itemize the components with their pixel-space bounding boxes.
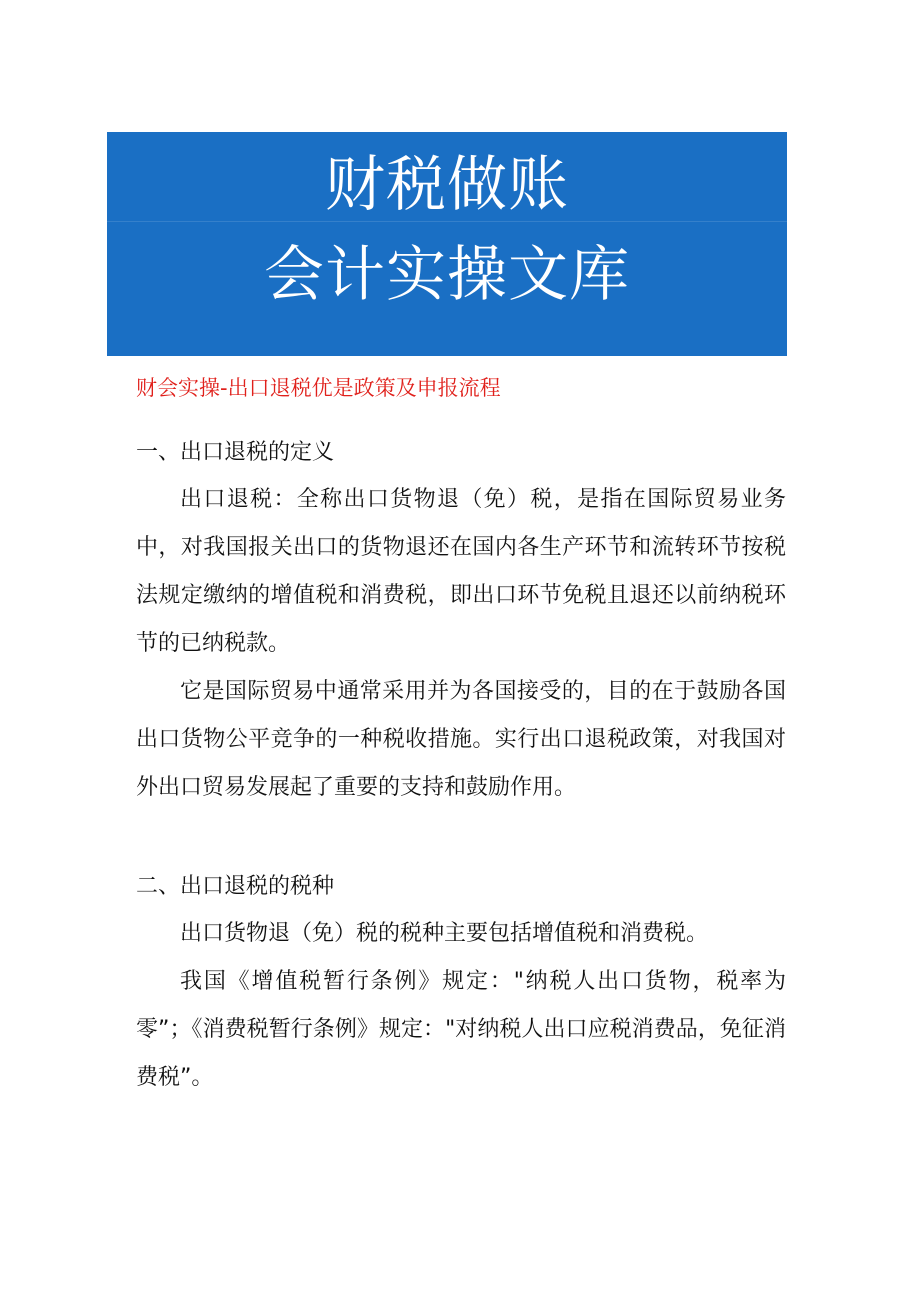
section-heading-definition: 一、出口退税的定义	[136, 440, 335, 465]
paragraph-purpose: 它是国际贸易中通常采用并为各国接受的，目的在于鼓励各国出口货物公平竞争的一种税收措施。实行出口退税政策，对我国对外出口贸易发展起了重要的支持和鼓励作用。	[136, 679, 786, 800]
section-heading-tax-types: 二、出口退税的税种	[136, 874, 335, 899]
banner-divider	[107, 221, 787, 222]
banner-title-line-2: 会计实操文库	[264, 240, 630, 310]
paragraph-definition: 出口退税：全称出口货物退（免）税，是指在国际贸易业务中，对我国报关出口的货物退还在国内各生产环节和流转环节按税法规定缴纳的增值税和消费税，即出口环节免税且退还以前纳税环节的已纳税款。	[136, 487, 786, 656]
paragraph-tax-types: 出口货物退（免）税的税种主要包括增值税和消费税。	[180, 921, 709, 946]
header-banner	[107, 132, 787, 356]
document-title: 财会实操-出口退税优是政策及申报流程	[136, 376, 501, 400]
banner-title-line-1: 财税做账	[325, 150, 569, 220]
paragraph-regulations: 我国《增值税暂行条例》规定："纳税人出口货物，税率为零”；《消费税暂行条例》规定："对纳税人出口应税消费品，免征消费税”。	[136, 969, 786, 1090]
